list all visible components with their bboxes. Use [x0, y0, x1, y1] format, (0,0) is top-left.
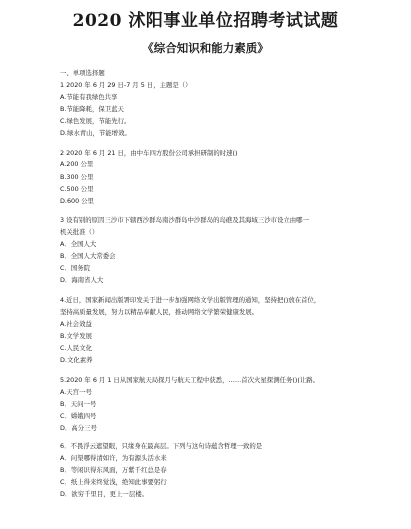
question-5-option-d: D．高分三号: [60, 424, 97, 432]
question-2-option-a: A.200 公里: [60, 160, 94, 168]
page-subtitle: 《综合知识和能力素质》: [142, 41, 269, 55]
question-1-option-b: B.节能降耗，保卫蓝天: [60, 105, 124, 113]
question-2-option-d: D.600 公里: [60, 197, 94, 205]
question-1-stem: 1 2020 年 6 月 29 日-7 月 5 日，主题是（）: [60, 81, 192, 89]
question-6-stem: 6．不畏浮云遮望眼，只缘身在最高层。下列与这句诗蕴含哲理一致的是: [60, 442, 263, 450]
question-5-option-b: B．天问一号: [60, 400, 97, 408]
question-3-option-a: A．全国人大: [60, 240, 97, 248]
question-4-option-a: A.社会效益: [60, 320, 92, 328]
question-3-option-c: C．国务院: [60, 264, 91, 272]
question-5-option-a: A.天宫一号: [60, 388, 92, 396]
question-6-option-c: C．纸上得来终觉浅，绝知此事要躬行: [60, 478, 167, 486]
page-title: 2020 沭阳事业单位招聘考试试题: [72, 11, 339, 31]
question-4-option-b: B.文学发展: [60, 332, 92, 340]
question-1-option-c: C.绿色发展，节能先行。: [60, 117, 131, 125]
section-heading: 一、单项选择题: [60, 69, 105, 77]
question-5-stem: 5.2020 年 6 月 1 日从国家航天局探月与航天工程中获悉，……首次火星探测任务()(让路。: [60, 376, 320, 384]
question-2-option-b: B.300 公里: [60, 173, 94, 181]
question-2-option-c: C.500 公里: [60, 185, 94, 193]
question-2-stem: 2 2020 年 6 月 21 日，由中车四方股份公司承担研制的时速(): [60, 149, 238, 157]
question-3-stem-line-1: 3 设有别的原因三沙市下辖西沙群岛南沙群岛中沙群岛的岛礁及其海域三沙市设立由哪一: [60, 216, 309, 224]
question-1-option-a: A.节能有我绿色共享: [60, 93, 118, 101]
question-5-option-c: C．嫦娥四号: [60, 412, 97, 420]
question-4-stem-line-2: 坚持高质量发展，努力以精品奉献人民，推动网络文学繁荣健康发展。: [60, 308, 259, 316]
question-6-option-b: B．等闲识得东风面，万紫千红总是春: [60, 466, 167, 474]
question-1-option-d: D.绿水青山，节能增效。: [60, 129, 131, 137]
question-6-option-d: D．欲穷千里目，更上一层楼。: [60, 490, 148, 498]
question-4-option-c: C.人民文化: [60, 344, 93, 352]
question-3-stem-line-2: 机关批准（）: [60, 228, 99, 236]
question-4-option-d: D.文化素养: [60, 356, 93, 364]
question-4-stem-line-1: 4.近日，国家新闻出版署印发关于进一步加强网络文学出版管理的通知，坚持把()放在首位，: [60, 296, 321, 304]
question-3-option-d: D．海南省人大: [60, 276, 104, 284]
question-6-option-a: A．问渠哪得清如许，为有源头活水来: [60, 454, 167, 462]
question-3-option-b: B．全国人大常委会: [60, 252, 116, 260]
